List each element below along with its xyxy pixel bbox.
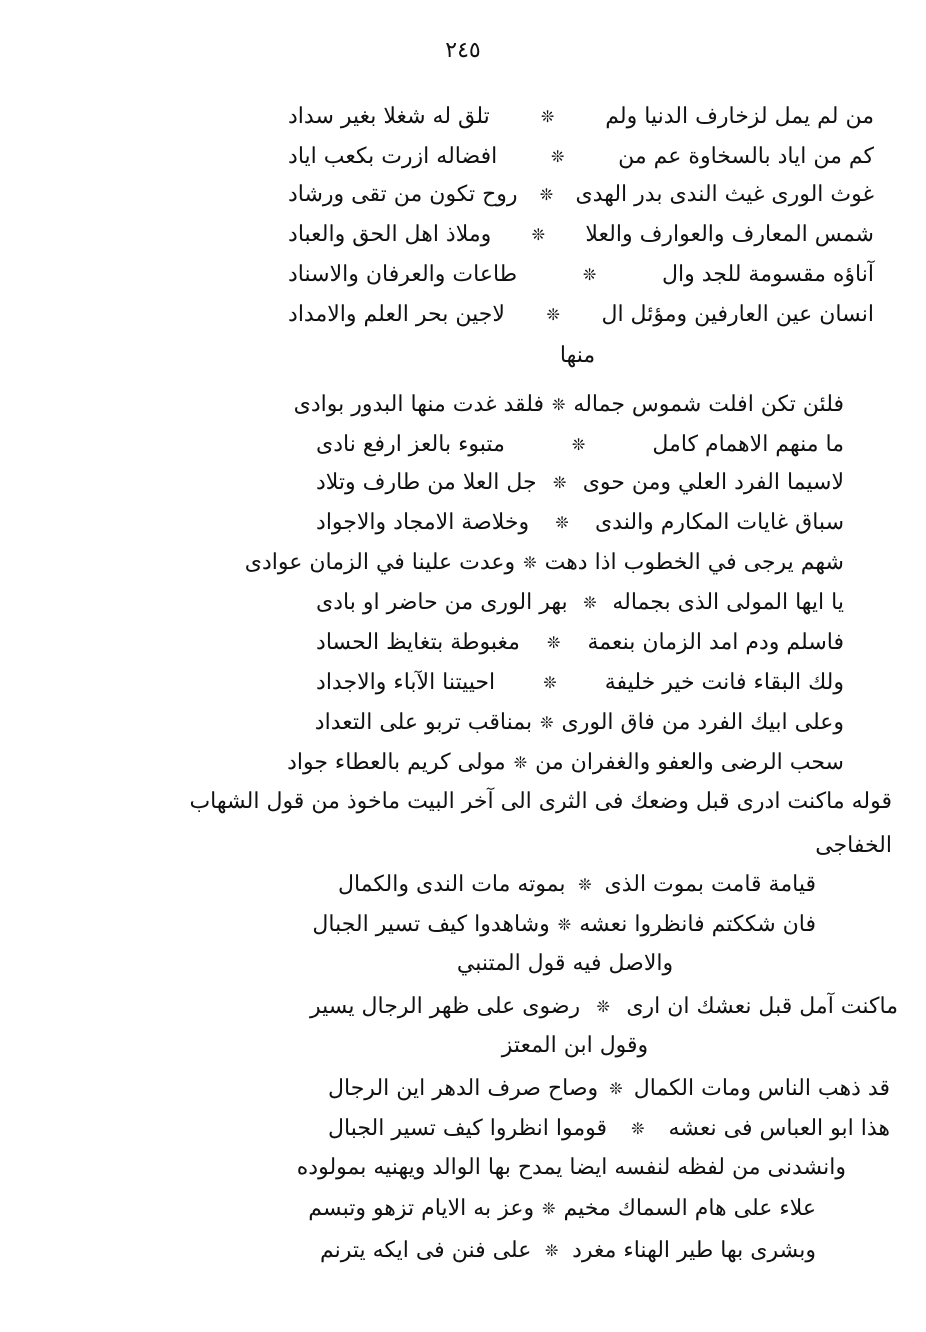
commentary-line: قوله ماكنت ادرى قبل وضعك فى الثرى الى آخر البيت ماخوذ من قول الشهاب [189,789,892,814]
first-hemistich: شهم يرجى في الخطوب اذا دهت [544,550,844,575]
verse-line [316,704,844,742]
second-hemistich: فلقد غدت منها البدور بوادى [293,392,544,417]
commentary-line: وانشدنى من لفظه لنفسه ايضا يمدح بها الوالد ويهنيه بمولوده [296,1155,846,1180]
second-hemistich: وصاح صرف الدهر اين الرجال [328,1076,599,1101]
second-hemistich: افضاله ازرت بكعب اياد [288,144,498,169]
second-hemistich: طاعات والعرفان والاسناد [288,262,518,287]
second-hemistich: وملاذ اهل الحق والعباد [288,222,492,247]
verse-line [328,1070,890,1108]
verse-line [288,216,874,254]
second-hemistich: وعدت علينا في الزمان عوادى [244,550,516,575]
verse-separator: ❊ [631,1119,645,1138]
first-hemistich: غوث الورى غيث الندى بدر الهدى [575,182,874,207]
first-hemistich: آناؤه مقسومة للجد وال [661,262,874,287]
verse-line [288,256,874,294]
second-hemistich: مولى كريم بالعطاء جواد [287,750,506,775]
first-hemistich: قد ذهب الناس ومات الكمال [633,1076,890,1101]
second-hemistich: روح تكون من تقى ورشاد [288,182,518,207]
page-number: ٢٤٥ [445,38,481,63]
first-hemistich: لاسيما الفرد العلي ومن حوى [582,470,844,495]
first-hemistich: من لم يمل لزخارف الدنيا ولم [605,104,874,129]
first-hemistich: وبشرى بها طير الهناء مغرد [572,1238,816,1263]
verse-separator: ❊ [596,997,610,1016]
first-hemistich: سباق غايات المكارم والندى [594,510,844,535]
verse-line [288,176,874,214]
verse-line [310,988,898,1026]
verse-line [328,1110,890,1148]
verse-separator: ❊ [540,107,555,126]
second-hemistich: بمناقب تربو على التعداد [314,710,533,735]
verse-separator: ❊ [531,225,546,244]
first-hemistich: ماكنت آمل قبل نعشك ان ارى [626,994,898,1019]
first-hemistich: شمس المعارف والعوارف والعلا [585,222,874,247]
verse-separator: ❊ [557,915,572,934]
verse-line [288,138,874,176]
first-hemistich: فاسلم ودم امد الزمان بنعمة [587,630,844,655]
first-hemistich: ولك البقاء فانت خير خليفة [604,670,844,695]
verse-line [316,464,844,502]
second-hemistich: بموته مات الندى والكمال [338,872,566,897]
second-hemistich: قوموا انظروا كيف تسير الجبال [328,1116,608,1141]
verse-separator: ❊ [571,435,586,454]
verse-line [320,1232,816,1270]
verse-line [316,664,844,702]
verse-line [316,584,844,622]
second-hemistich: وخلاصة الامجاد والاجواد [316,510,530,535]
verse-line [316,504,844,542]
verse-line [338,866,816,904]
first-hemistich: سحب الرضى والعفو والغفران من [535,750,844,775]
second-hemistich: جل العلا من طارف وتلاد [316,470,537,495]
section-heading: منها [559,343,596,368]
section-heading: والاصل فيه قول المتنبي [456,951,674,976]
verse-line [287,744,844,782]
second-hemistich: مغبوطة بتغايظ الحساد [316,630,520,655]
verse-line [308,1190,816,1228]
verse-line [244,544,844,582]
first-hemistich: انسان عين العارفين ومؤئل ال [601,302,874,327]
second-hemistich: لاجين بحر العلم والامداد [288,302,505,327]
verse-separator: ❊ [552,395,566,414]
verse-separator: ❊ [555,513,569,532]
verse-separator: ❊ [543,673,557,692]
first-hemistich: وعلى ابيك الفرد من فاق الورى [561,710,844,735]
second-hemistich: وشاهدوا كيف تسير الجبال [312,912,550,937]
verse-separator: ❊ [546,305,560,324]
verse-separator: ❊ [583,593,597,612]
verse-separator: ❊ [578,875,592,894]
verse-separator: ❊ [582,265,597,284]
verse-separator: ❊ [609,1079,623,1098]
verse-line [316,426,844,464]
verse-separator: ❊ [539,185,554,204]
second-hemistich: رضوى على ظهر الرجال يسير [310,994,581,1019]
first-hemistich: فلئن تكن افلت شموس جماله [573,392,844,417]
first-hemistich: فان شككتم فانظروا نعشه [579,912,816,937]
verse-separator: ❊ [552,473,567,492]
second-hemistich: تلق له شغلا بغير سداد [288,104,490,129]
second-hemistich: بهر الورى من حاضر او بادى [316,590,568,615]
second-hemistich: وعز به الايام تزهو وتبسم [308,1196,535,1221]
verse-separator: ❊ [523,553,537,572]
verse-line [293,386,844,424]
verse-separator: ❊ [547,633,561,652]
first-hemistich: ما منهم الاهمام كامل [652,432,844,457]
verse-separator: ❊ [545,1241,559,1260]
verse-separator: ❊ [540,713,554,732]
section-heading: وقول ابن المعتز [501,1033,649,1058]
first-hemistich: علاء على هام السماك مخيم [563,1196,816,1221]
verse-separator: ❊ [513,753,528,772]
second-hemistich: احييتنا الآباء والاجداد [316,670,496,695]
second-hemistich: متبوء بالعز ارفع نادى [316,432,505,457]
verse-line [288,296,874,334]
verse-separator: ❊ [542,1199,556,1218]
second-hemistich: على فنن فى ايكه يترنم [320,1238,532,1263]
first-hemistich: كم من اياد بالسخاوة عم من [618,144,874,169]
first-hemistich: هذا ابو العباس فى نعشه [668,1116,890,1141]
verse-line [312,906,816,944]
verse-separator: ❊ [550,147,565,166]
first-hemistich: قيامة قامت بموت الذى [604,872,816,897]
commentary-line: الخفاجى [815,833,892,858]
verse-line [316,624,844,662]
verse-line [288,98,874,136]
first-hemistich: يا ايها المولى الذى بجماله [612,590,844,615]
